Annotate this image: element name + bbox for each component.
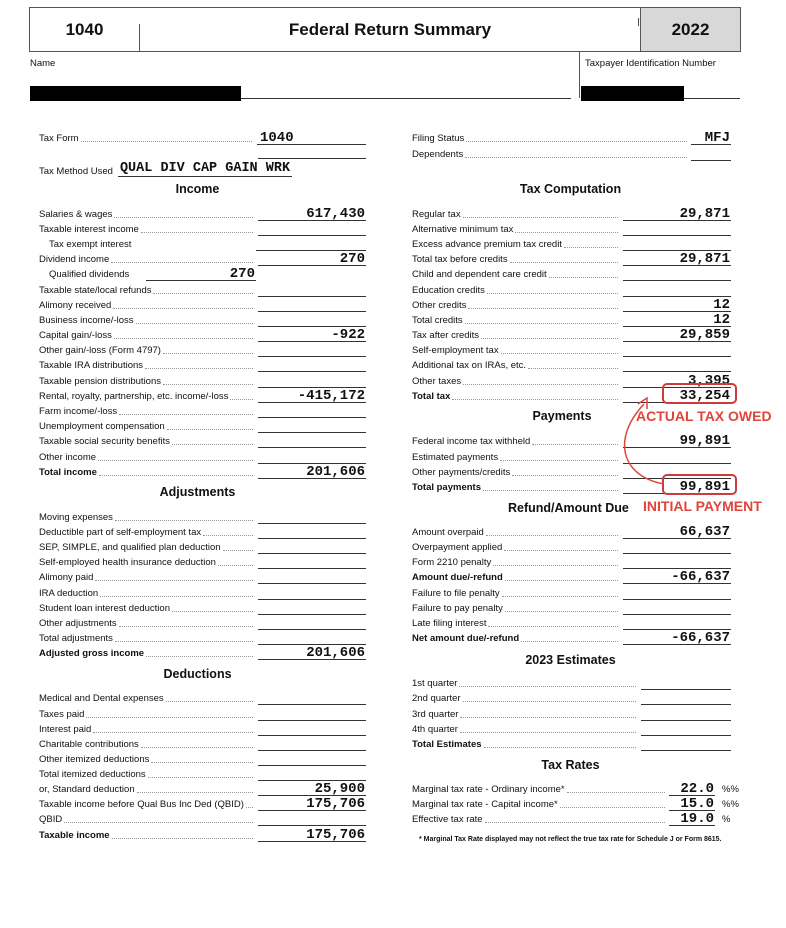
income-label: Dividend income xyxy=(39,254,110,265)
tax-rate-label: Marginal tax rate - Ordinary income* xyxy=(412,784,565,795)
income-value xyxy=(258,313,366,327)
income-row xyxy=(39,343,366,357)
tax-computation-value xyxy=(623,283,731,297)
deductions-value xyxy=(258,752,366,766)
adjustments-label: IRA deduction xyxy=(39,588,99,599)
income-row xyxy=(39,298,366,312)
payments-label: Estimated payments xyxy=(412,452,499,463)
adjustments-row xyxy=(39,525,366,539)
refund-value: -66,637 xyxy=(623,631,731,645)
tax-computation-row xyxy=(412,237,731,251)
adjustments-value xyxy=(258,631,366,645)
income-row xyxy=(39,434,366,448)
payments-label: Federal income tax withheld xyxy=(412,436,531,447)
refund-value xyxy=(623,555,731,569)
income-label: Other gain/-loss (Form 4797) xyxy=(39,345,161,356)
payments-value: 99,891 xyxy=(623,480,731,494)
income-row xyxy=(39,328,366,342)
deductions-title: Deductions xyxy=(163,667,232,681)
deductions-row xyxy=(39,737,366,751)
income-value: 270 xyxy=(146,267,256,281)
income-label: Farm income/-loss xyxy=(39,406,118,417)
refund-row xyxy=(412,631,731,645)
income-row xyxy=(39,222,366,236)
page-title: Federal Return Summary xyxy=(288,19,492,39)
tax-computation-row xyxy=(412,222,731,236)
refund-value xyxy=(623,586,731,600)
income-row xyxy=(39,267,366,281)
payments-title: Payments xyxy=(532,409,592,423)
tax-rates-title: Tax Rates xyxy=(541,758,600,772)
income-row xyxy=(39,419,366,433)
tax-computation-label: Total credits xyxy=(412,315,463,326)
income-row xyxy=(39,404,366,418)
tax-computation-label: Total tax xyxy=(412,391,451,402)
tax-rate-value: 22.0 xyxy=(669,782,715,796)
estimates-title: 2023 Estimates xyxy=(525,653,616,667)
deductions-value xyxy=(258,722,366,736)
deductions-value: 175,706 xyxy=(258,797,366,811)
income-value: 617,430 xyxy=(258,207,366,221)
adjustments-title: Adjustments xyxy=(159,485,236,499)
adjustments-value xyxy=(258,555,366,569)
tax-computation-value xyxy=(623,237,731,251)
estimates-label: 4th quarter xyxy=(412,724,458,735)
estimates-label: 3rd quarter xyxy=(412,709,459,720)
adjustments-label: Moving expenses xyxy=(39,512,113,523)
filing-status-value: MFJ xyxy=(691,131,731,145)
adjustments-label: SEP, SIMPLE, and qualified plan deduction xyxy=(39,542,221,553)
tax-computation-label: Excess advance premium tax credit xyxy=(412,239,562,250)
payments-row xyxy=(412,434,731,448)
income-label: Taxable interest income xyxy=(39,224,139,235)
deductions-value xyxy=(258,707,366,721)
refund-value xyxy=(623,601,731,615)
tax-computation-label: Self-employment tax xyxy=(412,345,499,356)
refund-row xyxy=(412,540,731,554)
deductions-value xyxy=(258,767,366,781)
tax-computation-title: Tax Computation xyxy=(519,182,622,196)
adjustments-label: Self-employed health insurance deduction xyxy=(39,557,216,568)
income-label: Total income xyxy=(39,467,97,478)
name-redaction xyxy=(30,86,241,101)
tax-rate-value: 19.0 xyxy=(669,812,715,826)
estimates-value xyxy=(641,737,731,751)
deductions-value: 175,706 xyxy=(258,828,366,842)
income-row xyxy=(39,450,366,464)
tax-computation-label: Education credits xyxy=(412,285,485,296)
deductions-label: Total itemized deductions xyxy=(39,769,146,780)
deductions-row xyxy=(39,812,366,826)
deductions-label: Taxable income xyxy=(39,830,110,841)
deductions-value xyxy=(258,691,366,705)
income-value xyxy=(258,374,366,388)
income-value: 270 xyxy=(258,252,366,266)
income-label: Taxable IRA distributions xyxy=(39,360,144,371)
adjustments-row xyxy=(39,555,366,569)
income-label: Rental, royalty, partnership, etc. income/-loss xyxy=(39,391,229,402)
income-value xyxy=(258,222,366,236)
tax-computation-row xyxy=(412,358,731,372)
income-label: Other income xyxy=(39,452,97,463)
tax-computation-value: 29,871 xyxy=(623,207,731,221)
refund-label: Failure to pay penalty xyxy=(412,603,503,614)
tax-computation-row xyxy=(412,283,731,297)
income-label: Tax exempt interest xyxy=(49,239,132,250)
adjustments-label: Student loan interest deduction xyxy=(39,603,170,614)
tax-rate-footnote: * Marginal Tax Rate displayed may not reflect the true tax rate for Schedule J or Form 8615. xyxy=(419,836,722,843)
income-row xyxy=(39,374,366,388)
tax-computation-value: 12 xyxy=(623,313,731,327)
refund-row xyxy=(412,555,731,569)
deductions-label: Taxes paid xyxy=(39,709,85,720)
refund-row xyxy=(412,616,731,630)
initial-payment-annotation: INITIAL PAYMENT xyxy=(643,498,762,514)
refund-title: Refund/Amount Due xyxy=(508,501,629,515)
tax-computation-label: Other taxes xyxy=(412,376,462,387)
income-value xyxy=(258,450,366,464)
tax-computation-row xyxy=(412,252,731,266)
adjustments-label: Adjusted gross income xyxy=(39,648,145,659)
refund-label: Net amount due/-refund xyxy=(412,633,520,644)
income-label: Business income/-loss xyxy=(39,315,134,326)
tax-computation-label: Tax after credits xyxy=(412,330,480,341)
estimates-row xyxy=(412,737,731,751)
tax-form-row xyxy=(39,131,366,145)
income-value: -922 xyxy=(258,328,366,342)
refund-row xyxy=(412,601,731,615)
tax-computation-value: 29,871 xyxy=(623,252,731,266)
income-value xyxy=(258,343,366,357)
arrow-curve xyxy=(625,404,664,484)
tax-rate-label: Effective tax rate xyxy=(412,814,483,825)
tin-line xyxy=(684,98,740,99)
tax-computation-value: 12 xyxy=(623,298,731,312)
income-value xyxy=(258,419,366,433)
header-tick xyxy=(638,18,639,26)
deductions-value xyxy=(258,812,366,826)
income-row xyxy=(39,465,366,479)
estimates-label: Total Estimates xyxy=(412,739,482,750)
tax-rate-unit: %% xyxy=(722,799,739,810)
income-label: Salaries & wages xyxy=(39,209,113,220)
dependents-value xyxy=(691,147,731,161)
income-label: Unemployment compensation xyxy=(39,421,165,432)
refund-label: Overpayment applied xyxy=(412,542,503,553)
payments-label: Other payments/credits xyxy=(412,467,511,478)
income-label: Taxable pension distributions xyxy=(39,376,161,387)
adjustments-label: Deductible part of self-employment tax xyxy=(39,527,202,538)
adjustments-row xyxy=(39,586,366,600)
filing-status-label: Filing Status xyxy=(412,133,465,144)
deductions-label: or, Standard deduction xyxy=(39,784,135,795)
tax-rate-row xyxy=(412,782,715,796)
adjustments-row xyxy=(39,646,366,660)
adjustments-value xyxy=(258,510,366,524)
income-value xyxy=(258,298,366,312)
tax-form-line2 xyxy=(258,145,366,159)
tin-label: Taxpayer Identification Number xyxy=(585,58,716,69)
income-value xyxy=(256,237,366,251)
refund-label: Amount due/-refund xyxy=(412,572,503,583)
adjustments-value xyxy=(258,601,366,615)
tax-computation-value xyxy=(623,358,731,372)
deductions-value: 25,900 xyxy=(258,782,366,796)
estimates-row xyxy=(412,707,731,721)
adjustments-label: Other adjustments xyxy=(39,618,117,629)
form-header xyxy=(29,7,741,52)
form-number: 1040 xyxy=(65,19,104,39)
estimates-value xyxy=(641,676,731,690)
tax-computation-value xyxy=(623,343,731,357)
tax-method-label: Tax Method Used xyxy=(39,166,113,177)
tax-computation-label: Other credits xyxy=(412,300,467,311)
estimates-row xyxy=(412,722,731,736)
total-payments-highlight xyxy=(662,474,737,495)
deductions-label: Charitable contributions xyxy=(39,739,139,750)
estimates-value xyxy=(641,691,731,705)
payments-label: Total payments xyxy=(412,482,481,493)
deductions-row xyxy=(39,722,366,736)
tax-computation-label: Alternative minimum tax xyxy=(412,224,514,235)
tax-computation-value: 33,254 xyxy=(623,389,731,403)
dependents-row xyxy=(412,147,731,161)
income-label: Qualified dividends xyxy=(49,269,130,280)
deductions-label: Other itemized deductions xyxy=(39,754,150,765)
tax-computation-label: Total tax before credits xyxy=(412,254,508,265)
refund-row xyxy=(412,586,731,600)
tax-rate-label: Marginal tax rate - Capital income* xyxy=(412,799,558,810)
adjustments-row xyxy=(39,540,366,554)
income-value: 201,606 xyxy=(258,465,366,479)
tax-computation-row xyxy=(412,298,731,312)
tax-computation-row xyxy=(412,328,731,342)
refund-value xyxy=(623,616,731,630)
adjustments-label: Total adjustments xyxy=(39,633,113,644)
tax-method-value: QUAL DIV CAP GAIN WRK xyxy=(119,161,291,176)
income-value: -415,172 xyxy=(258,389,366,403)
income-title: Income xyxy=(175,182,220,196)
deductions-row xyxy=(39,828,366,842)
estimates-row xyxy=(412,691,731,705)
income-row xyxy=(39,358,366,372)
income-value xyxy=(258,434,366,448)
deductions-row xyxy=(39,752,366,766)
tax-rate-row xyxy=(412,797,715,811)
income-label: Alimony received xyxy=(39,300,112,311)
tin-redaction xyxy=(581,86,684,101)
adjustments-label: Alimony paid xyxy=(39,572,94,583)
adjustments-value xyxy=(258,616,366,630)
deductions-row xyxy=(39,707,366,721)
total-tax-highlight xyxy=(662,383,737,404)
estimates-row xyxy=(412,676,731,690)
tax-computation-row xyxy=(412,207,731,221)
income-label: Taxable social security benefits xyxy=(39,436,170,447)
deductions-value xyxy=(258,737,366,751)
adjustments-value xyxy=(258,540,366,554)
tax-computation-row xyxy=(412,313,731,327)
tax-form-label: Tax Form xyxy=(39,133,79,144)
deductions-row xyxy=(39,767,366,781)
adjustments-row xyxy=(39,616,366,630)
refund-row xyxy=(412,525,731,539)
tax-computation-row xyxy=(412,267,731,281)
refund-label: Failure to file penalty xyxy=(412,588,500,599)
refund-label: Amount overpaid xyxy=(412,527,484,538)
income-row xyxy=(39,252,366,266)
adjustments-row xyxy=(39,601,366,615)
tax-computation-row xyxy=(412,343,731,357)
name-label: Name xyxy=(30,58,56,69)
refund-row xyxy=(412,570,731,584)
tax-computation-value xyxy=(623,267,731,281)
estimates-label: 1st quarter xyxy=(412,678,458,689)
deductions-label: Medical and Dental expenses xyxy=(39,693,164,704)
tax-rate-row xyxy=(412,812,715,826)
income-row xyxy=(39,313,366,327)
income-row xyxy=(39,207,366,221)
tax-computation-value xyxy=(623,222,731,236)
adjustments-row xyxy=(39,570,366,584)
tax-computation-label: Regular tax xyxy=(412,209,461,220)
tax-method-row xyxy=(39,161,292,177)
name-line xyxy=(241,98,571,99)
adjustments-row xyxy=(39,631,366,645)
income-label: Capital gain/-loss xyxy=(39,330,112,341)
payments-value: 99,891 xyxy=(623,434,731,448)
income-row xyxy=(39,389,366,403)
refund-label: Form 2210 penalty xyxy=(412,557,492,568)
refund-value: -66,637 xyxy=(623,570,731,584)
tax-computation-value: 3,395 xyxy=(623,374,731,388)
deductions-label: QBID xyxy=(39,814,63,825)
income-row xyxy=(39,283,366,297)
arrow-head-icon xyxy=(638,398,647,409)
income-label: Taxable state/local refunds xyxy=(39,285,152,296)
payments-row xyxy=(412,450,731,464)
refund-value xyxy=(623,540,731,554)
income-value xyxy=(258,283,366,297)
refund-label: Late filing interest xyxy=(412,618,487,629)
deductions-row xyxy=(39,782,366,796)
estimates-value xyxy=(641,722,731,736)
actual-tax-annotation: ACTUAL TAX OWED xyxy=(636,408,772,424)
deductions-label: Interest paid xyxy=(39,724,92,735)
adjustments-value xyxy=(258,525,366,539)
income-value xyxy=(258,358,366,372)
deductions-row xyxy=(39,691,366,705)
adjustments-value xyxy=(258,570,366,584)
estimates-label: 2nd quarter xyxy=(412,693,461,704)
tax-computation-value: 29,859 xyxy=(623,328,731,342)
tax-form-value: 1040 xyxy=(257,131,366,145)
adjustments-value: 201,606 xyxy=(258,646,366,660)
estimates-value xyxy=(641,707,731,721)
annotation-arrow xyxy=(600,390,670,500)
filing-status-row xyxy=(412,131,731,145)
tax-rate-unit: %% xyxy=(722,784,739,795)
income-row xyxy=(39,237,366,251)
deductions-label: Taxable income before Qual Bus Inc Ded (QBID) xyxy=(39,799,244,810)
refund-value: 66,637 xyxy=(623,525,731,539)
income-value xyxy=(258,404,366,418)
adjustments-value xyxy=(258,586,366,600)
adjustments-row xyxy=(39,510,366,524)
tax-rate-value: 15.0 xyxy=(669,797,715,811)
dependents-label: Dependents xyxy=(412,149,464,160)
tax-computation-label: Child and dependent care credit xyxy=(412,269,547,280)
deductions-row xyxy=(39,797,366,811)
identity-divider xyxy=(579,52,580,98)
tax-computation-label: Additional tax on IRAs, etc. xyxy=(412,360,527,371)
tax-year: 2022 xyxy=(640,8,740,51)
tax-rate-unit: % xyxy=(722,814,731,825)
